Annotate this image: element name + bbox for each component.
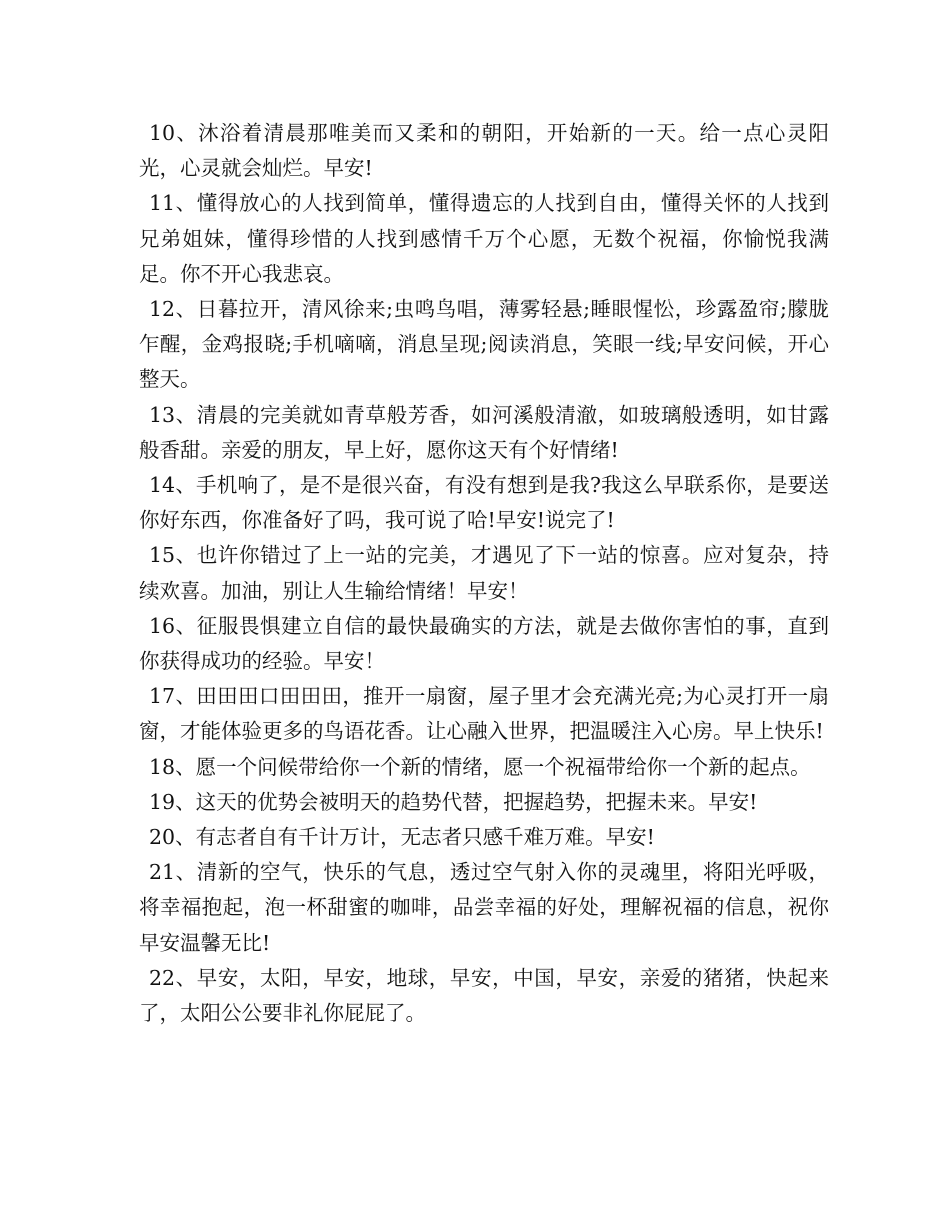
paragraph-10: 10、沐浴着清晨那唯美而又柔和的朝阳，开始新的一天。给一点心灵阳光，心灵就会灿烂。早安! xyxy=(139,121,829,181)
paragraph-18: 18、愿一个问候带给你一个新的情绪，愿一个祝福带给你一个新的起点。 xyxy=(149,754,811,779)
paragraph-17: 17、田田田口田田田，推开一扇窗，屋子里才会充满光亮;为心灵打开一扇窗，才能体验更多的鸟语花香。让心融入世界，把温暖注入心房。早上快乐! xyxy=(139,684,829,744)
paragraph-16: 16、征服畏惧建立自信的最快最确实的方法，就是去做你害怕的事，直到你获得成功的经验。早安！ xyxy=(139,613,829,674)
paragraph-12: 12、日暮拉开，清风徐来;虫鸣鸟唱，薄雾轻悬;睡眼惺忪，珍露盈帘;朦胧乍醒，金鸡报晓;手机嘀嘀，消息呈现;阅读消息，笑眼一线;早安问候，开心整天。 xyxy=(139,297,829,392)
paragraph-15: 15、也许你错过了上一站的完美，才遇见了下一站的惊喜。应对复杂，持续欢喜。加油，别让人生输给情绪！早安！ xyxy=(139,543,829,603)
paragraph-13: 13、清晨的完美就如青草般芳香，如河溪般清澈，如玻璃般透明，如甘露般香甜。亲爱的朋友，早上好，愿你这天有个好情绪! xyxy=(139,402,829,462)
paragraph-14: 14、手机响了，是不是很兴奋，有没有想到是我?我这么早联系你，是要送你好东西，你准备好了吗，我可说了哈!早安!说完了! xyxy=(139,473,829,533)
paragraph-19: 19、这天的优势会被明天的趋势代替，把握趋势，把握未来。早安! xyxy=(149,789,758,814)
paragraph-20: 20、有志者自有千计万计，无志者只感千难万难。早安! xyxy=(149,825,655,850)
document-body xyxy=(139,116,829,1031)
paragraph-21: 21、清新的空气，快乐的气息，透过空气射入你的灵魂里，将阳光呼吸，将幸福抱起，泡一杯甜蜜的咖啡，品尝幸福的好处，理解祝福的信息，祝你早安温馨无比! xyxy=(139,860,829,955)
paragraph-11: 11、懂得放心的人找到简单，懂得遗忘的人找到自由，懂得关怀的人找到兄弟姐妹，懂得珍惜的人找到感情千万个心愿，无数个祝福，你愉悦我满足。你不开心我悲哀。 xyxy=(139,191,829,286)
paragraph-22: 22、早安，太阳，早安，地球，早安，中国，早安，亲爱的猪猪，快起来了，太阳公公要非礼你屁屁了。 xyxy=(139,965,829,1026)
